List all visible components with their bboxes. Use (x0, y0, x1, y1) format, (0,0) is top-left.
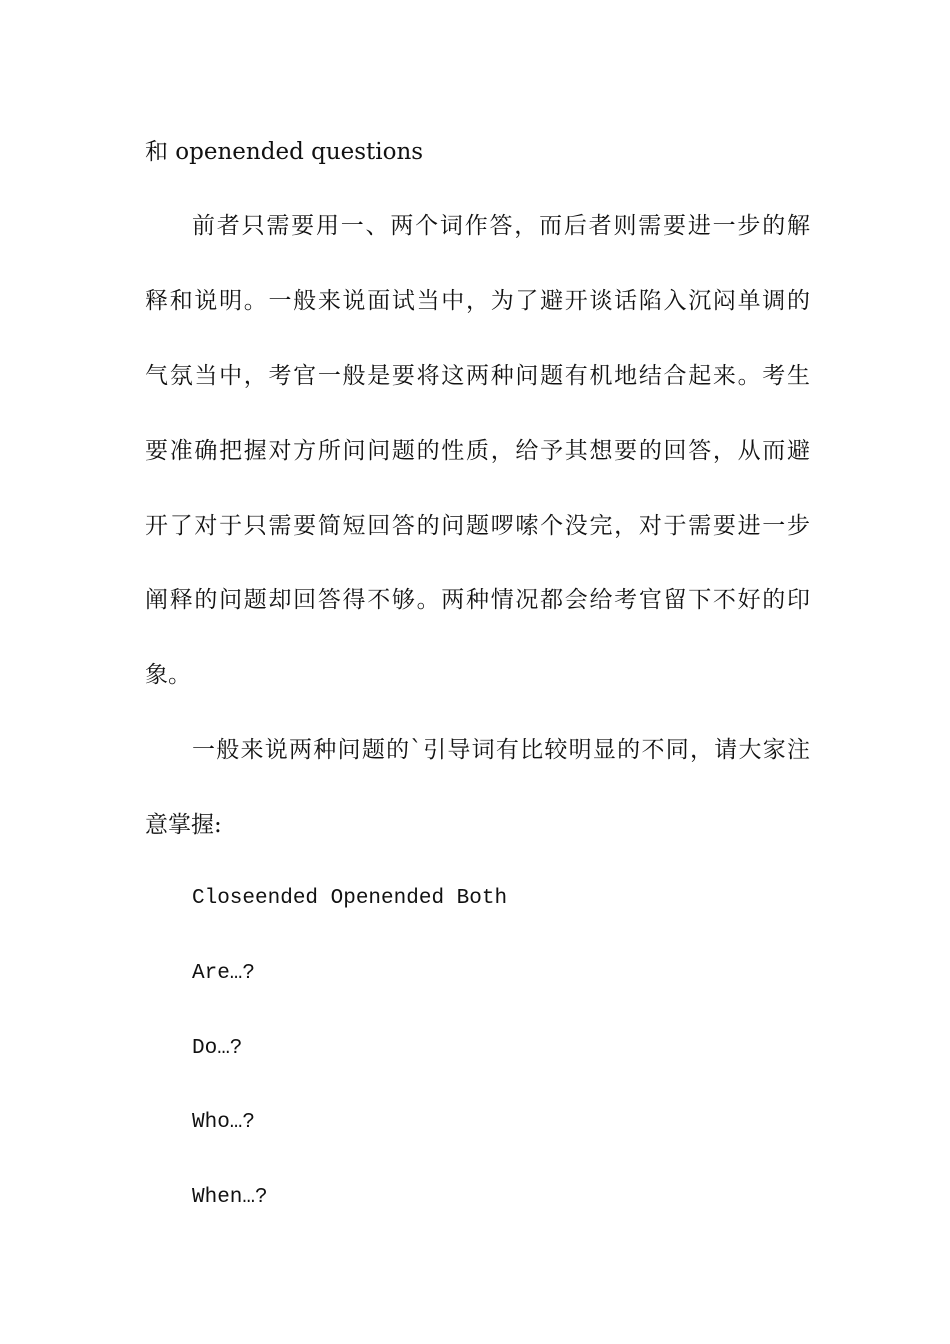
paragraph-1-line-1: 前者只需要用一、两个词作答，而后者则需要进一步的解 (192, 213, 810, 239)
question-word-who: Who…? (192, 1111, 256, 1134)
paragraph-1-line-6: 阐释的问题却回答得不够。两种情况都会给考官留下不好的印 (145, 587, 810, 613)
question-word-when: When…? (192, 1186, 268, 1209)
paragraph-1-line-5: 开了对于只需要简短回答的问题啰嗦个没完，对于需要进一步 (145, 513, 810, 539)
question-types-header: Closeended Openended Both (192, 887, 508, 910)
paragraph-2-line-2: 意掌握: (145, 812, 222, 838)
paragraph-1-line-7: 象。 (145, 662, 191, 688)
question-word-are: Are…? (192, 962, 256, 985)
question-word-do: Do…? (192, 1037, 243, 1060)
paragraph-1-line-2: 释和说明。一般来说面试当中，为了避开谈话陷入沉闷单调的 (145, 288, 810, 314)
text-line-1: 和 openended questions (145, 139, 424, 165)
paragraph-1-line-3: 气氛当中，考官一般是要将这两种问题有机地结合起来。考生 (145, 363, 810, 389)
paragraph-1-line-4: 要准确把握对方所问问题的性质，给予其想要的回答，从而避 (145, 438, 810, 464)
paragraph-2-line-1: 一般来说两种问题的`引导词有比较明显的不同，请大家注 (192, 737, 810, 763)
